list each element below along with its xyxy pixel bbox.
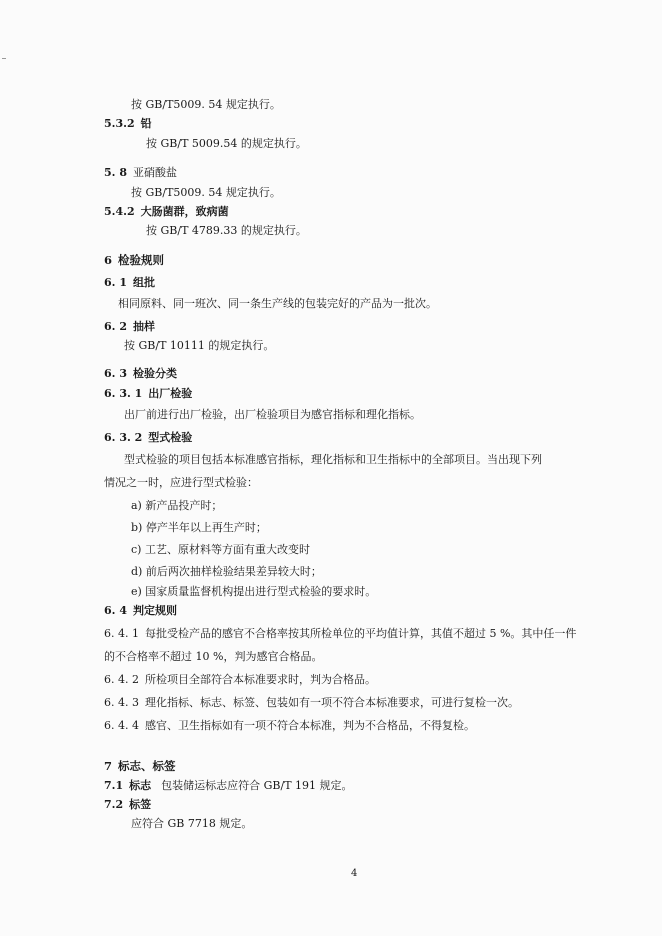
section-heading-5-4-2: 5.4.2 大肠菌群，致病菌 [104, 205, 229, 218]
text-line: 6. 4. 3 理化指标、标志、标签、包装如有一项不符合本标准要求，可进行复检一次。 [104, 696, 519, 709]
scan-artifact [2, 58, 6, 59]
list-item: c) 工艺、原材料等方面有重大改变时 [131, 543, 310, 556]
section-heading-7: 7 标志、标签 [104, 759, 176, 773]
section-heading-6-3-2: 6. 3. 2 型式检验 [104, 431, 193, 444]
text-line: 型式检验的项目包括本标准感官指标，理化指标和卫生指标中的全部项目。当出现下列 [124, 453, 542, 466]
list-item: b) 停产半年以上再生产时； [131, 521, 267, 534]
page-number: 4 [351, 868, 358, 879]
section-heading-6-4: 6. 4 判定规则 [104, 604, 177, 617]
text-line: 按 GB/T 10111 的规定执行。 [124, 339, 275, 352]
text-line: 按 GB/T5009. 54 规定执行。 [131, 98, 281, 111]
text-line: 的不合格率不超过 10 %，判为感官合格品。 [104, 650, 323, 663]
text-line: 情况之一时，应进行型式检验： [104, 476, 258, 489]
text-line: 按 GB/T 4789.33 的规定执行。 [146, 224, 307, 237]
section-heading-6-2: 6. 2 抽样 [104, 320, 155, 333]
section-heading-6-1: 6. 1 组批 [104, 276, 155, 289]
section-heading-5-8: 5. 8 亚硝酸盐 [104, 166, 177, 179]
text-line: 6. 4. 1 每批受检产品的感官不合格率按其所检单位的平均值计算，其值不超过 5 %。其中任一件 [104, 627, 577, 640]
section-heading-6: 6 检验规则 [104, 253, 165, 267]
text-line: 出厂前进行出厂检验，出厂检验项目为感官指标和理化指标。 [124, 408, 421, 421]
section-heading-7-2: 7.2 标签 [104, 798, 152, 811]
text-line: 相同原料、同一班次、同一条生产线的包装完好的产品为一批次。 [118, 297, 437, 310]
section-heading-6-3: 6. 3 检验分类 [104, 367, 177, 380]
text-line: 6. 4. 4 感官、卫生指标如有一项不符合本标准，判为不合格品，不得复检。 [104, 719, 475, 732]
text-line: 6. 4. 2 所检项目全部符合本标准要求时，判为合格品。 [104, 673, 376, 686]
list-item: e) 国家质量监督机构提出进行型式检验的要求时。 [131, 585, 377, 598]
list-item: d) 前后两次抽样检验结果差异较大时； [131, 565, 322, 578]
section-heading-7-1: 7.1 标志 包装储运标志应符合 GB/T 191 规定。 [104, 779, 353, 792]
list-item: a) 新产品投产时； [131, 499, 223, 512]
section-heading-5-3-2: 5.3.2 铅 [104, 117, 152, 130]
section-heading-6-3-1: 6. 3. 1 出厂检验 [104, 387, 193, 400]
text-line: 应符合 GB 7718 规定。 [131, 817, 253, 830]
text-line: 按 GB/T5009. 54 规定执行。 [131, 186, 281, 199]
text-line: 按 GB/T 5009.54 的规定执行。 [146, 137, 307, 150]
